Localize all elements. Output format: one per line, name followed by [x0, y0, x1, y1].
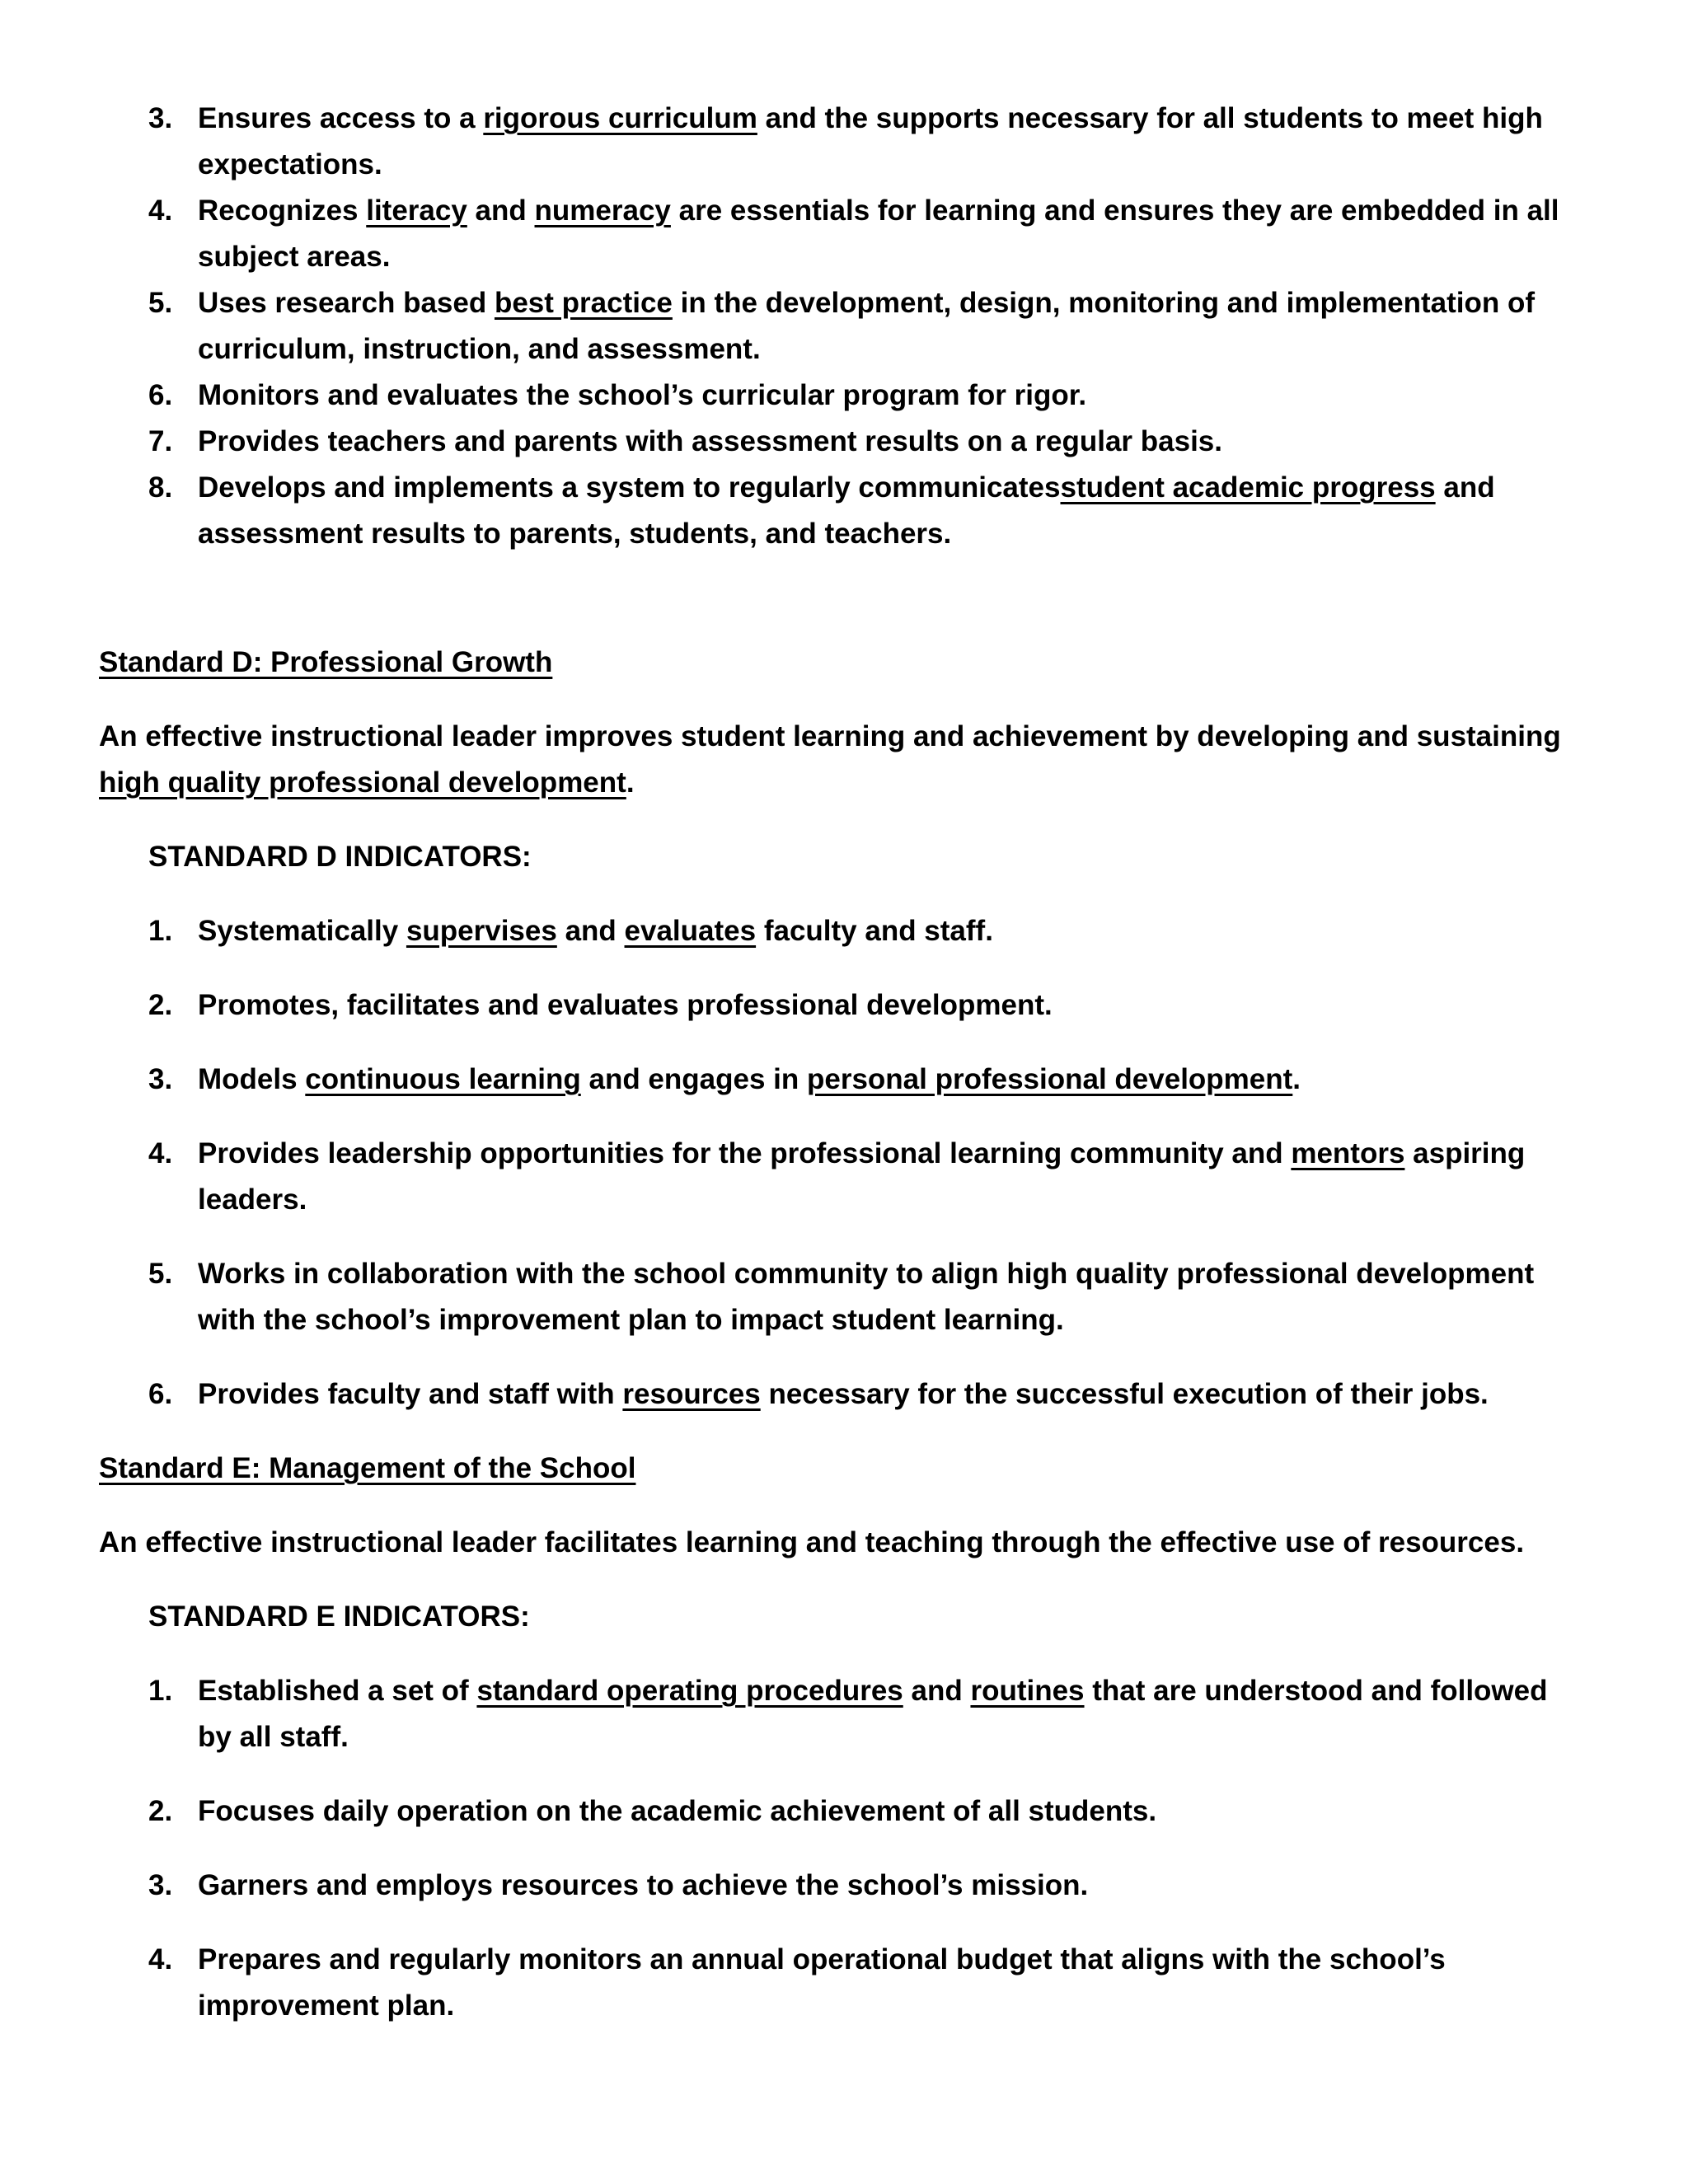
item-text — [198, 1668, 1599, 1760]
item-number: 3. — [148, 102, 173, 134]
item-line-continued — [198, 326, 1599, 373]
item-line-continued — [198, 511, 1599, 557]
item-number: 4. — [148, 1137, 173, 1169]
item-line — [198, 373, 1599, 419]
text-run: improvement plan. — [198, 1990, 455, 2022]
text-run: Prepares and regularly monitors an annual operational budget that aligns with the school’s — [198, 1943, 1446, 1975]
text-run: and engages in — [580, 1063, 807, 1095]
underlined-term: continuous learning — [305, 1063, 581, 1095]
text-run: Provides teachers and parents with assessment results on a regular basis. — [198, 425, 1222, 457]
item-text — [198, 1057, 1599, 1103]
underlined-term: literacy — [366, 194, 467, 227]
text-run: Established a set of — [198, 1675, 477, 1707]
item-number: 3. — [148, 1869, 173, 1901]
item-text — [198, 280, 1599, 373]
item-line — [198, 1937, 1599, 1983]
item-text — [198, 1371, 1599, 1418]
text-run: Models — [198, 1063, 306, 1095]
item-line — [198, 188, 1599, 234]
item-text — [198, 419, 1599, 465]
item-line — [198, 1251, 1599, 1297]
section-heading — [99, 1446, 1582, 1492]
underlined-term: rigorous curriculum — [483, 102, 757, 134]
text-run: Uses research based — [198, 287, 495, 319]
item-number: 6. — [148, 379, 173, 411]
text-run: expectations. — [198, 148, 382, 180]
item-text — [198, 1251, 1599, 1343]
item-number: 1. — [148, 915, 173, 947]
text-run: Provides leadership opportunities for the professional learning community and — [198, 1137, 1292, 1169]
item-number: 3. — [148, 1063, 173, 1095]
text-run: and — [556, 915, 625, 947]
item-text — [198, 1131, 1599, 1223]
text-run: and — [1435, 471, 1495, 504]
item-number: 5. — [148, 287, 173, 319]
underlined-term: mentors — [1291, 1137, 1405, 1169]
item-number: 1. — [148, 1675, 173, 1707]
item-number: 4. — [148, 1943, 173, 1975]
item-number: 6. — [148, 1378, 173, 1410]
item-line — [198, 1131, 1599, 1177]
text-run: and — [903, 1675, 971, 1707]
text-run: necessary for the successful execution of their jobs. — [760, 1378, 1489, 1410]
item-number: 2. — [148, 1795, 173, 1827]
text-run: by all staff. — [198, 1721, 349, 1753]
item-line-continued — [198, 1983, 1599, 2029]
item-number: 5. — [148, 1258, 173, 1290]
underlined-term: resources — [622, 1378, 761, 1410]
text-run: Promotes, facilitates and evaluates professional development. — [198, 989, 1053, 1021]
section-description — [99, 1520, 1582, 1566]
text-run: are essentials for learning and ensures they are embedded in all — [670, 194, 1559, 227]
text-run: Provides faculty and staff with — [198, 1378, 623, 1410]
text-run: Recognizes — [198, 194, 367, 227]
item-line — [198, 465, 1599, 511]
item-line — [198, 419, 1599, 465]
underlined-term: standard operating procedures — [476, 1675, 903, 1707]
indicators-label: STANDARD D INDICATORS: — [148, 841, 532, 873]
item-line — [198, 1788, 1599, 1835]
item-text — [198, 1863, 1599, 1909]
item-text — [198, 465, 1599, 557]
text-run: subject areas. — [198, 241, 391, 273]
item-line-continued — [198, 1177, 1599, 1223]
item-line — [198, 1668, 1599, 1714]
item-line-continued — [198, 142, 1599, 188]
section-heading — [99, 640, 1582, 686]
item-number: 4. — [148, 194, 173, 227]
item-text — [198, 373, 1599, 419]
text-run: in the development, design, monitoring and implementation of — [672, 287, 1536, 319]
text-run: aspiring — [1404, 1137, 1526, 1169]
description-line — [99, 760, 1582, 806]
item-line — [198, 982, 1599, 1029]
text-run: and the supports necessary for all students to meet high — [757, 102, 1543, 134]
item-number: 8. — [148, 471, 173, 504]
text-run: . — [1292, 1063, 1301, 1095]
item-line — [198, 1057, 1599, 1103]
underlined-term: high quality professional development — [99, 766, 626, 799]
item-number: 7. — [148, 425, 173, 457]
item-line — [198, 96, 1599, 142]
text-run: with the school’s improvement plan to impact student learning. — [198, 1304, 1064, 1336]
item-line — [198, 1863, 1599, 1909]
item-line-continued — [198, 1714, 1599, 1760]
text-run: assessment results to parents, students, and teachers. — [198, 518, 952, 550]
heading-text: Standard E: Management of the School — [99, 1452, 636, 1484]
item-text — [198, 982, 1599, 1029]
item-line — [198, 1371, 1599, 1418]
text-run: leaders. — [198, 1183, 307, 1216]
item-line-continued — [198, 1297, 1599, 1343]
heading-text: Standard D: Professional Growth — [99, 646, 553, 678]
text-run: Garners and employs resources to achieve the school’s mission. — [198, 1869, 1089, 1901]
item-line — [198, 908, 1599, 954]
item-number: 2. — [148, 989, 173, 1021]
text-run: Monitors and evaluates the school’s curricular program for rigor. — [198, 379, 1087, 411]
item-text — [198, 908, 1599, 954]
text-run: Works in collaboration with the school community to align high quality professional development — [198, 1258, 1535, 1290]
text-run: that are understood and followed — [1084, 1675, 1548, 1707]
item-text — [198, 188, 1599, 280]
text-run: and — [467, 194, 535, 227]
text-run: Systematically — [198, 915, 406, 947]
item-line — [198, 280, 1599, 326]
description-line: An effective instructional leader improves student learning and achievement by developing and sustaining — [99, 720, 1561, 752]
item-text — [198, 1937, 1599, 2029]
section-description — [99, 714, 1582, 806]
text-run: curriculum, instruction, and assessment. — [198, 333, 761, 365]
item-line-continued — [198, 234, 1599, 280]
underlined-term: best practice — [494, 287, 673, 319]
underlined-term: numeracy — [534, 194, 671, 227]
text-run: faculty and staff. — [756, 915, 993, 947]
underlined-term: personal professional development — [806, 1063, 1293, 1095]
underlined-term: evaluates — [624, 915, 757, 947]
item-text — [198, 96, 1599, 188]
description-line: An effective instructional leader facilitates learning and teaching through the effective use of resources. — [99, 1526, 1525, 1558]
indicators-label: STANDARD E INDICATORS: — [148, 1601, 530, 1633]
text-run: . — [626, 766, 635, 799]
text-run: Ensures access to a — [198, 102, 484, 134]
underlined-term: routines — [970, 1675, 1085, 1707]
text-run: Focuses daily operation on the academic achievement of all students. — [198, 1795, 1157, 1827]
item-text — [198, 1788, 1599, 1835]
underlined-term: supervises — [406, 915, 557, 947]
underlined-term: student academic progress — [1060, 471, 1436, 504]
text-run: Develops and implements a system to regularly communicates — [198, 471, 1061, 504]
